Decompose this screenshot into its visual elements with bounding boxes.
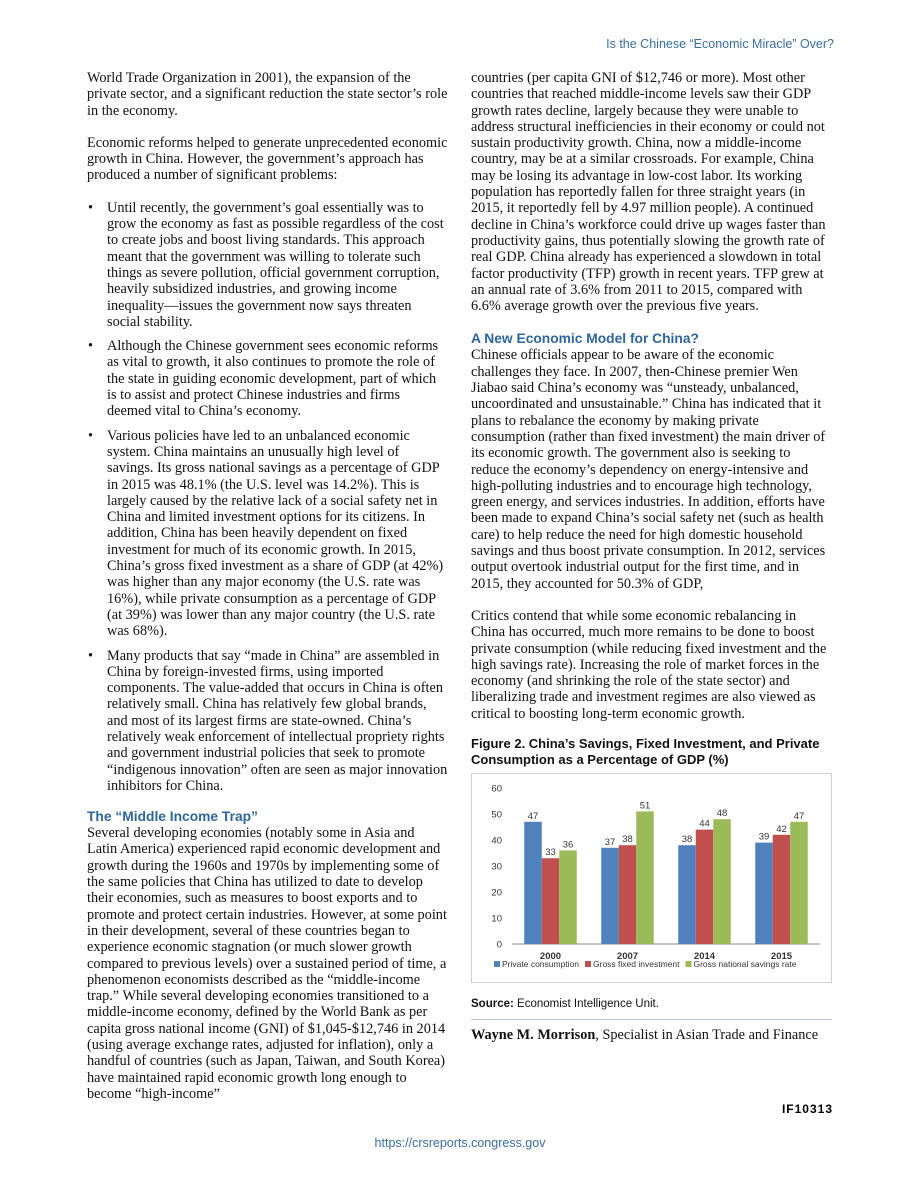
bullet-item: • Various policies have led to an unbalanced economic system. China maintains an unusually high level of savings. Its gross national savings as a percentage of GDP in 2015 was 48.1% (the U.S. level was 14.2%). This is largely caused by the relative lack of a social safety net in China and limited investment options for its citizens. In addition, China has been heavily dependent on fixed investment for much of its economic growth. In 2015, China’s gross fixed investment as a share of GDP (at 42%) was higher than any major economy (the U.S. rate was 16%), while private consumption as a percentage of GDP (at 39%) was lower than any major country (the U.S. rate was 68%). (87, 428, 448, 640)
data-label: 48 (716, 808, 728, 820)
data-label: 38 (622, 834, 633, 846)
bar (619, 845, 637, 944)
bar (755, 843, 773, 944)
y-tick-label: 30 (491, 861, 502, 873)
y-tick-label: 50 (491, 809, 502, 821)
data-label: 33 (545, 847, 556, 859)
bar-chart-svg (472, 774, 831, 982)
data-label: 51 (639, 800, 651, 812)
bar (773, 835, 791, 944)
bar (601, 848, 619, 944)
paragraph: Critics contend that while some economic rebalancing in China has occurred, much more remains to be done to boost private consumption (while reducing fixed investment and the high savings rate). Increasing the role of market forces in the economy (and shrinking the role of the state sector) and liberalizing trade and investment regimes are also viewed as critical to boosting long-term economic growth. (471, 607, 827, 722)
y-tick-label: 60 (491, 783, 502, 795)
legend-label: Private consumption (502, 958, 580, 969)
legend-swatch (494, 961, 500, 967)
running-head-title: Is the Chinese “Economic Miracle” Over? (606, 37, 834, 51)
bullet-item: • Until recently, the government’s goal essentially was to grow the economy as fast as possible regardless of the cost to create jobs and boost living standards. This approach meant that the government was willing to tolerate such things as severe pollution, official government corruption, heavily subsidized industries, and growing income inequality—issues the government now says threaten social stability. (87, 200, 448, 330)
data-label: 39 (758, 831, 770, 843)
bullet-item: • Although the Chinese government sees economic reforms as vital to growth, it also continues to promote the role of the state in guiding economic development, part of which is to assist and protect Chinese industries and firms deemed vital to China’s economy. (87, 338, 448, 419)
paragraph: World Trade Organization in 2001), the expansion of the private sector, and a significant reduction the state sector’s role in the economy. (87, 70, 448, 119)
bullet-item: • Many products that say “made in China” are assembled in China by foreign-invested firms, using imported components. The value-added that occurs in China is often relatively small. China has relatively few global brands, and most of its largest firms are state-owned. China’s relatively weak enforcement of intellectual propriety rights and government industrial policies that seek to promote “indigenous innovation” often are seen as major innovation inhibitors for China. (87, 648, 448, 795)
paragraph: Economic reforms helped to generate unprecedented economic growth in China. However, the government’s approach has produced a number of significant problems: (87, 134, 448, 184)
section-heading-middle-income-trap: The “Middle Income Trap” (87, 809, 258, 825)
data-label: 44 (699, 818, 710, 830)
x-tick-label: 2015 (770, 950, 793, 962)
bullet-list (87, 200, 448, 794)
section-heading-new-economic-model: A New Economic Model for China? (471, 331, 699, 347)
data-label: 47 (793, 810, 805, 822)
legend-swatch (685, 961, 691, 967)
paragraph: Chinese officials appear to be aware of the economic challenges they face. In 2007, then-Chinese premier Wen Jiabao said China’s economy was “unsteady, unbalanced, uncoordinated and unsustainable.” China has indicated that it plans to rebalance the economy by making private consumption (rather than fixed investment) the main driver of its economic growth. The government also is seeking to reduce the economy’s dependency on energy-intensive and high-polluting industries and to encourage high technology, green energy, and services industries. In addition, efforts have been made to expand China’s social safety net (such as health care) to help reduce the need for high domestic household savings and thus boost private consumption. In 2012, services output overtook industrial output for the first time, and in 2015, they accounted for 50.3% of GDP, (471, 347, 826, 592)
bar (678, 845, 696, 944)
product-code: IF10313 (781, 1102, 833, 1116)
author-name: Wayne M. Morrison (471, 1027, 596, 1044)
x-tick-label: 2007 (616, 950, 639, 962)
figure-chart (471, 773, 832, 983)
source-text: Economist Intelligence Unit. (513, 997, 659, 1010)
paragraph: countries (per capita GNI of $12,746 or more). Most other countries that reached middle-income levels saw their GDP growth rates decline, largely because they were unable to address structural inefficiencies in their economy or could not sustain productivity growth. China, now a middle-income country, may be at a similar crossroads. For example, China may be losing its advantage in low-cost labor. Its working population has reportedly fallen for three straight years (in 2015, it reportedly fell by 4.97 million people). A continued decline in China’s workforce could drive up wages faster than productivity gains, thus potentially slowing the growth rate of real GDP. China already has experienced a slowdown in total factor productivity (TFP) growth in recent years. TFP grew at an annual rate of 3.6% from 2011 to 2015, compared with 6.6% average growth over the previous five years. (471, 70, 826, 315)
bar (524, 822, 542, 944)
bar (542, 858, 560, 944)
x-tick-label: 2000 (539, 950, 562, 962)
right-column (471, 70, 832, 1044)
figure-source (471, 996, 832, 1012)
data-label: 47 (527, 810, 539, 822)
figure-title: Figure 2. China’s Savings, Fixed Investment, and Private Consumption as a Percentage of GDP (%) (471, 735, 820, 767)
data-label: 42 (776, 823, 787, 835)
legend-swatch (585, 961, 591, 967)
divider (471, 1019, 832, 1020)
y-tick-label: 0 (496, 939, 502, 951)
bar (559, 850, 577, 944)
left-column (87, 70, 448, 1102)
bar (636, 811, 654, 944)
bar (713, 819, 731, 944)
footer-url-link[interactable]: https://crsreports.congress.gov (374, 1136, 546, 1150)
y-tick-label: 10 (491, 913, 502, 925)
data-label: 36 (562, 839, 574, 851)
bar (696, 830, 714, 944)
author-line (471, 1027, 832, 1043)
data-label: 37 (604, 836, 616, 848)
y-tick-label: 20 (491, 887, 502, 899)
bar (790, 822, 808, 944)
author-role: , Specialist in Asian Trade and Finance (595, 1027, 819, 1044)
source-label: Source: (471, 997, 514, 1010)
paragraph: Several developing economies (notably some in Asia and Latin America) experienced rapid economic development and growth during the 1960s and 1970s by implementing some of the same policies that China has utilized to date to develop their economies, such as measures to boost exports and to promote and protect certain industries. However, at some point in their development, several of these countries began to experience economic stagnation (or much slower growth compared to previous levels) over a sustained period of time, a phenomenon economists described as the “middle-income trap.” While several developing economies transitioned to a middle-income economy, defined by the World Bank as per capita gross national income (GNI) of $1,045-$12,746 in 2014 (using average exchange rates, adjusted for inflation), only a handful of countries (such as Japan, Taiwan, and South Korea) have maintained rapid economic growth long enough to become “high-income” (87, 825, 447, 1102)
data-label: 38 (681, 834, 693, 846)
x-tick-label: 2014 (693, 950, 716, 962)
y-tick-label: 40 (491, 835, 502, 847)
legend-label: Gross national savings rate (693, 958, 797, 969)
legend-label: Gross fixed investment (593, 958, 680, 969)
